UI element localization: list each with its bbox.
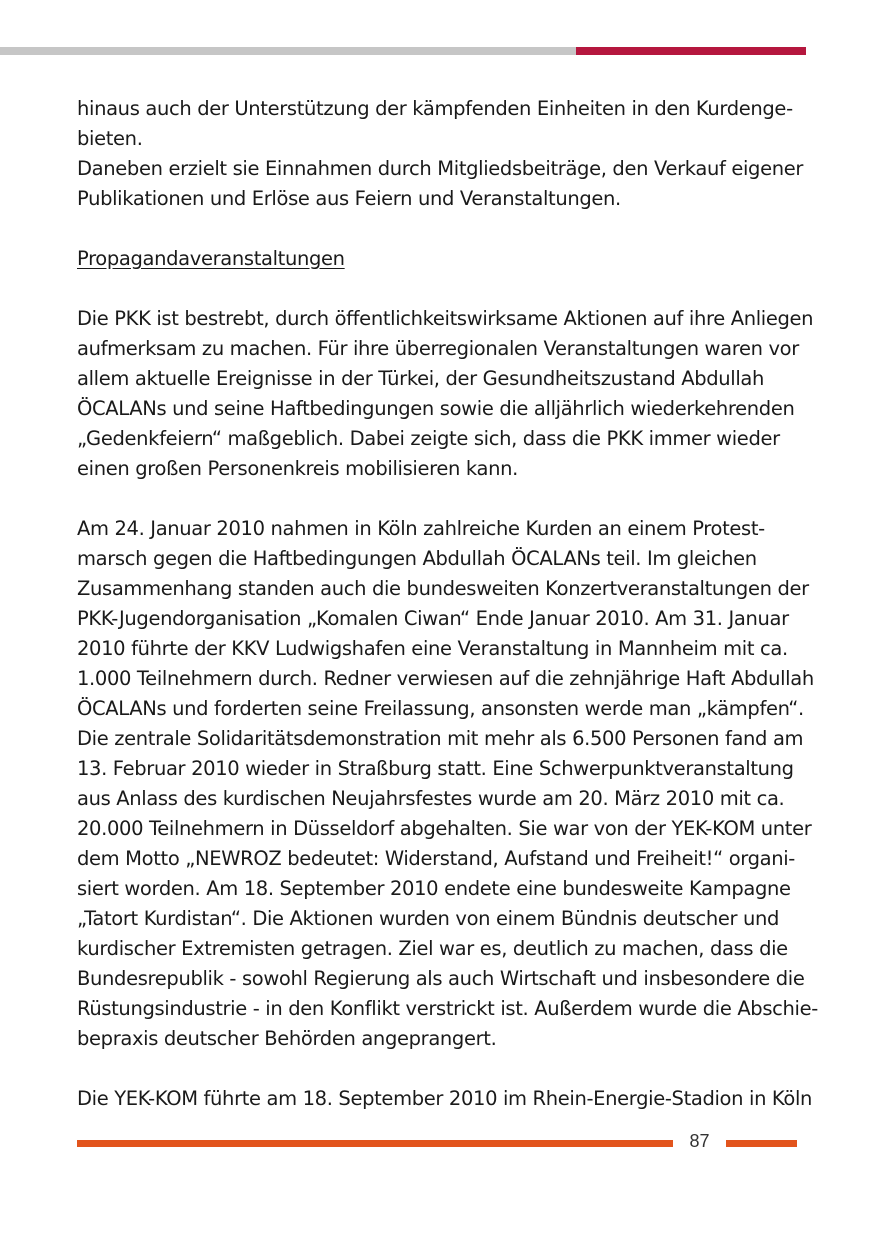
text-line: PKK-Jugendorganisation „Komalen Ciwan“ Ende Januar 2010. Am 31. Januar <box>77 607 789 630</box>
paragraph-yek-kom <box>77 1084 813 1114</box>
text-line: 2010 führte der KKV Ludwigshafen eine Veranstaltung in Mannheim mit ca. <box>77 637 788 660</box>
text-line: Die zentrale Solidaritätsdemonstration mit mehr als 6.500 Personen fand am <box>77 727 804 750</box>
header-rule-accent <box>576 47 806 55</box>
page-number: 87 <box>689 1131 710 1151</box>
text-line: einen großen Personenkreis mobilisieren kann. <box>77 457 518 480</box>
text-line: Am 24. Januar 2010 nahmen in Köln zahlreiche Kurden an einem Protest- <box>77 517 765 540</box>
paragraph-spacer <box>77 484 807 514</box>
paragraph-financing <box>77 94 807 214</box>
section-heading: Propagandaveranstaltungen <box>77 247 345 270</box>
text-line: marsch gegen die Haftbedingungen Abdullah ÖCALANs teil. Im gleichen <box>77 547 757 570</box>
paragraph-events <box>77 514 818 1054</box>
text-line: „Gedenkfeiern“ maßgeblich. Dabei zeigte sich, dass die PKK immer wieder <box>77 427 780 450</box>
text-line: Daneben erzielt sie Einnahmen durch Mitgliedsbeiträge, den Verkauf eigener <box>77 157 804 180</box>
text-line: aufmerksam zu machen. Für ihre überregionalen Veranstaltungen waren vor <box>77 337 799 360</box>
text-line: 13. Februar 2010 wieder in Straßburg statt. Eine Schwerpunktveranstaltung <box>77 757 794 780</box>
paragraph-spacer <box>77 1054 807 1084</box>
header-rule-gray <box>0 47 576 55</box>
text-line: Bundesrepublik - sowohl Regierung als auch Wirtschaft und insbesondere die <box>77 967 805 990</box>
text-line: ÖCALANs und seine Haftbedingungen sowie die alljährlich wiederkehrenden <box>77 397 795 420</box>
text-line: dem Motto „NEWROZ bedeutet: Widerstand, Aufstand und Freiheit!“ organi- <box>77 847 795 870</box>
text-line: 20.000 Teilnehmern in Düsseldorf abgehalten. Sie war von der YEK-KOM unter <box>77 817 812 840</box>
text-line: kurdischer Extremisten getragen. Ziel war es, deutlich zu machen, dass die <box>77 937 788 960</box>
footer-rule-right <box>726 1140 797 1147</box>
text-line: ÖCALANs und forderten seine Freilassung, ansonsten werde man „kämpfen“. <box>77 697 804 720</box>
text-line: siert worden. Am 18. September 2010 endete eine bundesweite Kampagne <box>77 877 791 900</box>
text-line: „Tatort Kurdistan“. Die Aktionen wurden von einem Bündnis deutscher und <box>77 907 780 930</box>
paragraph-intro <box>77 304 814 484</box>
text-line: aus Anlass des kurdischen Neujahrsfestes wurde am 20. März 2010 mit ca. <box>77 787 785 810</box>
page-body <box>77 94 818 1114</box>
text-line: bepraxis deutscher Behörden angeprangert. <box>77 1027 497 1050</box>
text-line: Rüstungsindustrie - in den Konflikt verstrickt ist. Außerdem wurde die Abschie- <box>77 997 818 1020</box>
text-line: allem aktuelle Ereignisse in der Türkei, der Gesundheitszustand Abdullah <box>77 367 765 390</box>
footer-rule-left <box>77 1140 673 1147</box>
text-line: Publikationen und Erlöse aus Feiern und Veranstaltungen. <box>77 187 621 210</box>
paragraph-spacer <box>77 274 807 304</box>
text-line: bieten. <box>77 127 143 150</box>
text-line: Die YEK-KOM führte am 18. September 2010 im Rhein-Energie-Stadion in Köln <box>77 1087 813 1110</box>
text-line: 1.000 Teilnehmern durch. Redner verwiesen auf die zehnjährige Haft Abdullah <box>77 667 814 690</box>
text-line: Zusammenhang standen auch die bundesweiten Konzertveranstaltungen der <box>77 577 809 600</box>
text-line: Die PKK ist bestrebt, durch öffentlichkeitswirksame Aktionen auf ihre Anliegen <box>77 307 814 330</box>
paragraph-spacer <box>77 214 807 244</box>
text-line: hinaus auch der Unterstützung der kämpfenden Einheiten in den Kurdenge- <box>77 97 793 120</box>
